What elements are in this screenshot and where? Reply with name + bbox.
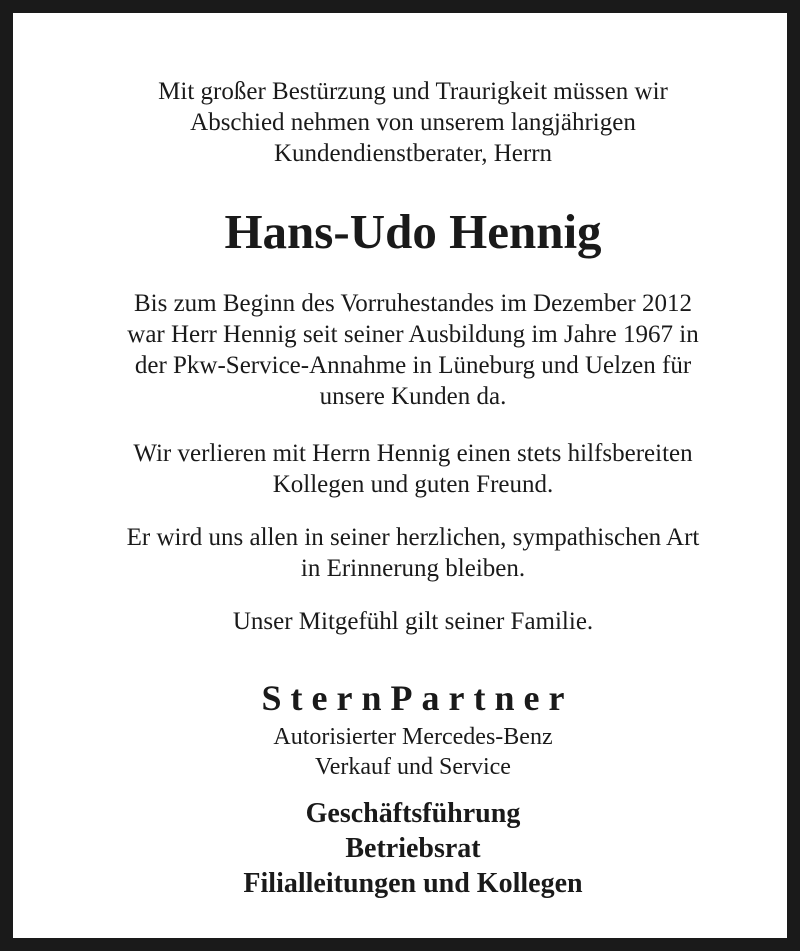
career-paragraph	[26, 288, 800, 412]
signers-list	[26, 796, 800, 901]
intro-line: Kundendienstberater, Herrn	[273, 140, 553, 167]
obituary-content	[26, 26, 800, 951]
paragraph-line: Bis zum Beginn des Vorruhestandes im Dezember 2012	[133, 290, 692, 317]
paragraph-line: in Erinnerung bleiben.	[300, 555, 526, 582]
company-subtitle-line: Verkauf und Service	[315, 754, 511, 780]
company-subtitle-line: Autorisierter Mercedes-Benz	[273, 724, 553, 750]
colleague-paragraph	[26, 438, 800, 500]
intro-line: Mit großer Bestürzung und Traurigkeit müssen wir	[158, 78, 668, 105]
paragraph-line: der Pkw-Service-Annahme in Lüneburg und Uelzen für	[134, 352, 692, 379]
signer-works-council: Betriebsrat	[345, 833, 481, 864]
condolence-paragraph	[26, 606, 800, 637]
company-subtitle	[26, 722, 800, 782]
signer-branch-colleagues: Filialleitungen und Kollegen	[243, 868, 583, 899]
paragraph-line: Wir verlieren mit Herrn Hennig einen stets hilfsbereiten	[133, 440, 693, 467]
intro-text	[26, 76, 800, 169]
paragraph-line: unsere Kunden da.	[319, 383, 507, 410]
deceased-name: Hans-Udo Hennig	[224, 204, 602, 259]
intro-line: Abschied nehmen von unserem langjährigen	[190, 109, 636, 136]
paragraph-line: war Herr Hennig seit seiner Ausbildung im Jahre 1967 in	[127, 321, 699, 348]
paragraph-line: Unser Mitgefühl gilt seiner Familie.	[232, 608, 594, 635]
company-name: SternPartner	[261, 678, 574, 718]
paragraph-line: Er wird uns allen in seiner herzlichen, sympathischen Art	[126, 524, 700, 551]
paragraph-line: Kollegen und guten Freund.	[272, 471, 554, 498]
memory-paragraph	[26, 522, 800, 584]
signer-management: Geschäftsführung	[305, 798, 521, 829]
